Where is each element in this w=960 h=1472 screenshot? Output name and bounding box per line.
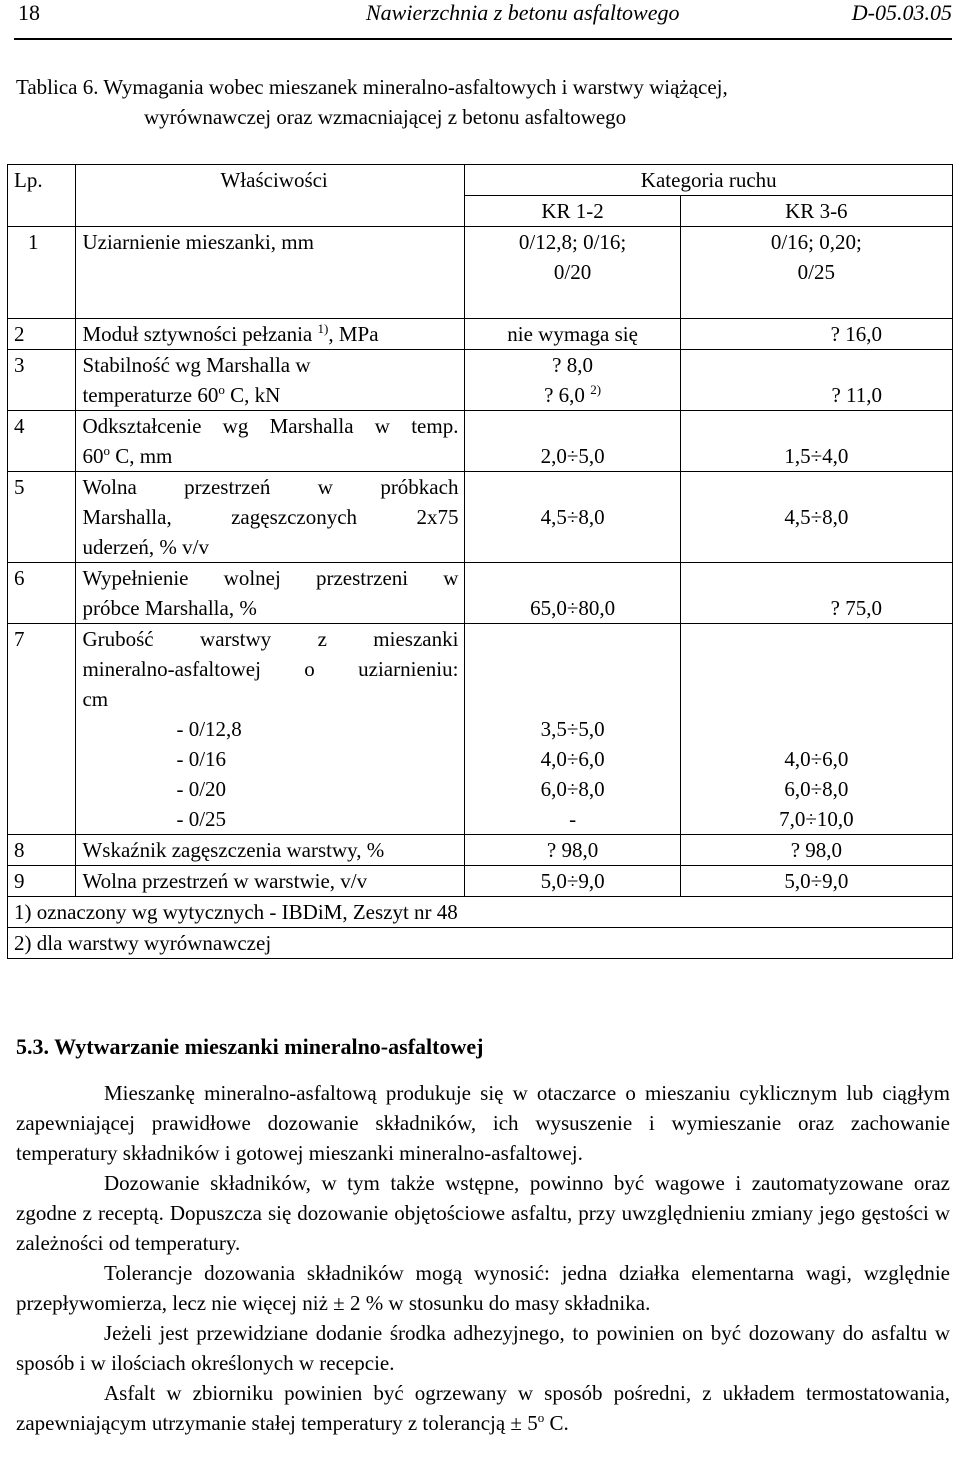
section-heading: 5.3. Wytwarzanie mieszanki mineralno-asfaltowej (16, 1034, 484, 1059)
row-property-text: temperaturze 60 (82, 383, 219, 407)
row-property: Wolna przestrzeń w warstwie, v/v (76, 866, 465, 897)
gradation-item: - 0/16 (176, 747, 227, 771)
row-kr12-line (471, 380, 673, 410)
degree-sup: o (218, 382, 225, 397)
paragraph-text: Asfalt w zbiorniku powinien być ogrzewany w sposób pośredni, z układem termostatowania, zapewniającym utrzymanie stałej temperatury z tolerancją ± 5 (16, 1381, 950, 1435)
table-row (8, 563, 953, 624)
header-category: Kategoria ruchu (465, 165, 953, 196)
header-kr12: KR 1-2 (465, 196, 680, 227)
page-header (14, 0, 952, 40)
page-number: 18 (18, 0, 40, 25)
table-row (8, 350, 953, 411)
row-property-unit: C, mm (109, 444, 173, 468)
row-property-line: uderzeń, % v/v (82, 535, 210, 559)
table-row (8, 835, 953, 866)
header-lp: Lp. (8, 165, 76, 227)
row-kr36 (680, 624, 952, 835)
requirements-table (7, 164, 953, 959)
row-kr12: ? 98,0 (465, 835, 680, 866)
table-row (8, 624, 953, 835)
row-number: 7 (8, 624, 76, 835)
row-kr36-line: 0/16; 0,20; (770, 230, 862, 254)
footnote-ref: 2) (590, 382, 602, 397)
caption-line-2: wyrównawczej oraz wzmacniającej z betonu asfaltowego (144, 105, 627, 129)
row-property (76, 472, 465, 563)
row-property-line (82, 380, 458, 410)
row-kr36-line: 0/25 (797, 260, 836, 284)
row-number: 8 (8, 835, 76, 866)
paragraph: Tolerancje dozowania składników mogą wynosić: jedna działka elementarna wagi, względnie przepływomierza, lecz nie więcej niż ± 2 % w stosunku do masy składnika. (16, 1261, 950, 1315)
row-property-line (82, 441, 458, 471)
row-kr36-line: 7,0÷10,0 (779, 807, 854, 831)
row-property-unit: , MPa (328, 322, 379, 346)
row-kr36: 5,0÷9,0 (680, 866, 952, 897)
row-kr12-line: 6,0÷8,0 (540, 777, 605, 801)
gradation-item: - 0/25 (176, 807, 227, 831)
row-number: 2 (8, 319, 76, 350)
row-kr12-text: ? 6,0 (544, 383, 585, 407)
row-kr12 (465, 350, 680, 411)
row-number: 6 (8, 563, 76, 624)
footnote-row (8, 928, 953, 959)
footnote-ref: 1) (317, 321, 329, 336)
row-property-line: Odkształcenie wg Marshalla w temp. (82, 414, 459, 438)
row-kr12: 4,5÷8,0 (465, 472, 680, 563)
paragraph: Mieszankę mineralno-asfaltową produkuje się w otaczarce o mieszaniu cyklicznym lub ciągłym zapewniającej prawidłowe dozowanie składników, ich wysuszenie i wymieszanie oraz zachowanie temperatury składników i gotowej mieszanki mineralno-asfaltowej. (16, 1081, 950, 1165)
row-property-line: Marshalla, zagęszczonych 2x75 (82, 505, 459, 529)
row-number: 9 (8, 866, 76, 897)
paragraph: Dozowanie składników, w tym także wstępne, powinno być wagowe i zautomatyzowane oraz zgodne z receptą. Dopuszcza się dozowanie objętościowe asfaltu, przy uwzględnieniu zmiany jego gęstości w zależności od temperatury. (16, 1171, 950, 1255)
row-property (76, 624, 465, 835)
gradation-item: - 0/20 (176, 777, 227, 801)
header-properties: Właściwości (76, 165, 465, 227)
table-row (8, 411, 953, 472)
row-property-unit: C, kN (224, 383, 281, 407)
degree-sup: o (537, 1410, 545, 1425)
header-kr36: KR 3-6 (680, 196, 952, 227)
document-code: D-05.03.05 (851, 0, 952, 25)
table-row (8, 227, 953, 319)
row-kr12 (465, 227, 680, 319)
row-property-line: Wolna przestrzeń w próbkach (82, 475, 459, 499)
row-kr36: ? 16,0 (680, 319, 952, 350)
table-row (8, 866, 953, 897)
table-caption (16, 72, 952, 132)
row-kr36: 1,5÷4,0 (680, 411, 952, 472)
row-number: 1 (8, 227, 76, 319)
row-kr36: ? 11,0 (680, 350, 952, 411)
row-property-text: Moduł sztywności pełzania (82, 322, 313, 346)
row-kr12-line: 0/20 (553, 260, 592, 284)
paragraph-tail: C. (544, 1411, 569, 1435)
paragraph: Jeżeli jest przewidziane dodanie środka adhezyjnego, to powinien on być dozowany do asfaltu w sposób i w ilościach określonych w recepcie. (16, 1321, 950, 1375)
row-property-line: mineralno-asfaltowej o uziarnieniu: (82, 657, 459, 681)
footnote-2: 2) dla warstwy wyrównawczej (8, 928, 953, 959)
row-property (76, 350, 465, 411)
row-kr36: ? 75,0 (680, 563, 952, 624)
row-kr12: 5,0÷9,0 (465, 866, 680, 897)
row-kr12: nie wymaga się (465, 319, 680, 350)
footnote-row (8, 897, 953, 928)
table-header-row (8, 165, 953, 196)
row-number: 4 (8, 411, 76, 472)
row-property-text: 60 (82, 444, 104, 468)
row-property-line: cm (82, 687, 109, 711)
row-kr36-line: 6,0÷8,0 (784, 777, 849, 801)
row-number: 5 (8, 472, 76, 563)
row-kr12-line: 4,0÷6,0 (540, 747, 605, 771)
row-kr36 (680, 227, 952, 319)
row-kr12: 2,0÷5,0 (465, 411, 680, 472)
section-body (16, 1078, 950, 1438)
table-row (8, 472, 953, 563)
document-title: Nawierzchnia z betonu asfaltowego (366, 0, 680, 25)
footnote-1: 1) oznaczony wg wytycznych - IBDiM, Zeszyt nr 48 (8, 897, 953, 928)
row-property: Uziarnienie mieszanki, mm (76, 227, 465, 319)
row-kr12-line: 3,5÷5,0 (540, 717, 605, 741)
row-kr36: ? 98,0 (680, 835, 952, 866)
paragraph (16, 1378, 950, 1438)
row-property (76, 411, 465, 472)
caption-line-1: Tablica 6. Wymagania wobec mieszanek mineralno-asfaltowych i warstwy wiążącej, (16, 75, 728, 99)
gradation-item: - 0/12,8 (176, 717, 242, 741)
row-kr12-line: ? 8,0 (552, 353, 593, 377)
row-property: Wskaźnik zagęszczenia warstwy, % (76, 835, 465, 866)
row-kr12-line: - (569, 807, 577, 831)
row-property-line: Wypełnienie wolnej przestrzeni w (82, 566, 459, 590)
row-kr36-line (687, 714, 946, 744)
row-property-line: Grubość warstwy z mieszanki (82, 627, 459, 651)
row-number: 3 (8, 350, 76, 411)
table-row (8, 319, 953, 350)
degree-sup: o (103, 443, 110, 458)
row-kr36-line: 4,0÷6,0 (784, 747, 849, 771)
row-kr36: 4,5÷8,0 (680, 472, 952, 563)
row-kr12: 65,0÷80,0 (465, 563, 680, 624)
row-kr12 (465, 624, 680, 835)
row-property (76, 563, 465, 624)
row-property-line: próbce Marshalla, % (82, 596, 257, 620)
row-property (76, 319, 465, 350)
row-kr12-line: 0/12,8; 0/16; (518, 230, 627, 254)
row-property-line: Stabilność wg Marshalla w (82, 353, 311, 377)
